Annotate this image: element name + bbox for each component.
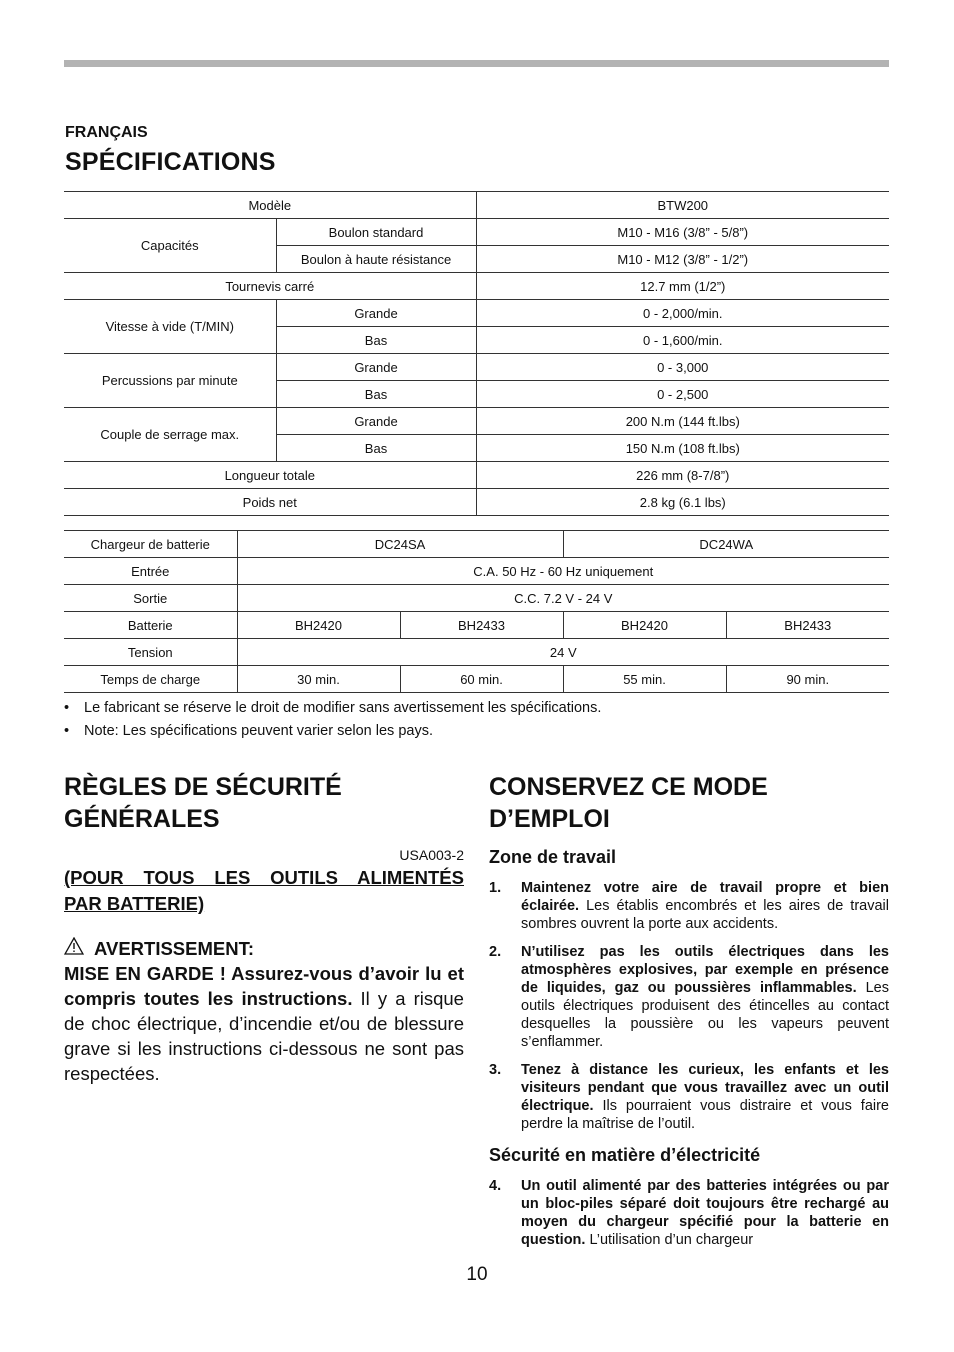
table-cell: 0 - 3,000 [476,354,889,381]
table-cell: Percussions par minute [64,354,276,408]
language-label: FRANÇAIS [65,124,148,141]
table-cell: Tournevis carré [64,273,476,300]
table-row [64,612,889,639]
table-row [64,585,889,612]
subsection-heading: Sécurité en matière d’électricité [489,1145,761,1165]
keep-instructions-column [489,771,889,1249]
table-cell: Grande [276,300,476,327]
table-row [64,300,889,327]
section-heading: D’EMPLOI [489,805,610,833]
warning-bold-text: MISE EN GARDE ! Assurez-vous d’avoir lu et compris toutes les instructions. [64,963,464,1009]
subsection-heading: Zone de travail [489,847,617,867]
table-cell: Tension [64,639,237,666]
list-item [489,943,889,1051]
table-cell: Grande [276,408,476,435]
item-number: 4. [489,1178,502,1194]
table-cell: BH2420 [563,612,726,639]
table-cell: 150 N.m (108 ft.lbs) [476,435,889,462]
battery-tools-subtitle: PAR BATTERIE) [64,893,205,914]
table-cell: Poids net [64,489,476,516]
item-bold-text: N’utilisez pas les outils électriques dans les atmosphères explosives, par exemple en présence de liquides, gaz ou poussières inflammables. [521,944,889,996]
reference-code: USA003-2 [399,847,464,863]
header-rule [64,60,889,67]
section-heading: CONSERVEZ CE MODE [489,773,768,801]
table-cell: Vitesse à vide (T/MIN) [64,300,276,354]
item-text: Les outils électriques produisent des étincelles au contact desquelles la poussière ou les vapeurs peuvent s’enflammer. [521,980,889,1050]
table-cell: Bas [276,381,476,408]
table-cell: C.C. 7.2 V - 24 V [237,585,889,612]
table-cell: Sortie [64,585,237,612]
table-cell: Longueur totale [64,462,476,489]
page-number: 10 [466,1264,488,1285]
table-cell: DC24SA [237,531,563,558]
table-cell: M10 - M16 (3/8” - 5/8”) [476,219,889,246]
item-bold-text: Maintenez votre aire de travail propre et bien éclairée. [521,880,889,914]
table-cell: BH2433 [400,612,563,639]
table-cell: Couple de serrage max. [64,408,276,462]
table-cell: Bas [276,327,476,354]
list-item [489,879,889,933]
item-text: L’utilisation d’un chargeur [585,1232,754,1248]
item-text: Ils pourraient vous distraire et vous faire perdre la maîtrise de l’outil. [521,1098,889,1132]
list-item [64,698,889,721]
bullet: • [64,700,70,716]
page-title: SPÉCIFICATIONS [65,148,276,176]
table-row [64,273,889,300]
table-cell: Chargeur de batterie [64,531,237,558]
table-cell: Grande [276,354,476,381]
table-cell: Boulon à haute résistance [276,246,476,273]
item-number: 2. [489,944,502,960]
item-number: 1. [489,880,502,896]
note-text: Note: Les spécifications peuvent varier selon les pays. [84,723,433,739]
table-cell: 55 min. [563,666,726,693]
table-cell: BTW200 [476,192,889,219]
table-cell: 60 min. [400,666,563,693]
table-cell: 0 - 1,600/min. [476,327,889,354]
table-cell: 2.8 kg (6.1 lbs) [476,489,889,516]
table-cell: Bas [276,435,476,462]
table-cell: 0 - 2,000/min. [476,300,889,327]
list-item [64,721,889,744]
table-row [64,219,889,246]
section-heading: RÈGLES DE SÉCURITÉ [64,773,342,801]
table-row [64,408,889,435]
charger-table [64,530,889,693]
table-cell: M10 - M12 (3/8” - 1/2”) [476,246,889,273]
bullet: • [64,723,70,739]
table-row [64,489,889,516]
table-cell: 30 min. [237,666,400,693]
safety-rules-column [64,771,464,1086]
table-row [64,531,889,558]
table-cell: Temps de charge [64,666,237,693]
table-cell: Boulon standard [276,219,476,246]
table-cell: Batterie [64,612,237,639]
table-cell: 90 min. [726,666,889,693]
battery-tools-subtitle: (POUR TOUS LES OUTILS ALIMENTÉS [64,867,464,888]
table-cell: BH2433 [726,612,889,639]
table-cell: Capacités [64,219,276,273]
table-cell: 226 mm (8-7/8”) [476,462,889,489]
table-row [64,354,889,381]
spec-notes [64,698,889,744]
table-cell: BH2420 [237,612,400,639]
warning-body [64,961,464,1086]
table-cell: Modèle [64,192,476,219]
table-cell: DC24WA [563,531,889,558]
table-row [64,192,889,219]
table-cell: 24 V [237,639,889,666]
item-bold-text: Un outil alimenté par des batteries intégrées ou par un bloc-piles séparé doit toujours être rechargé au moyen du chargeur spécifié pour la batterie en question. [521,1178,889,1248]
table-cell: 0 - 2,500 [476,381,889,408]
item-bold-text: Tenez à distance les curieux, les enfants et les visiteurs pendant que vous travaillez avec un outil électrique. [521,1062,889,1114]
specifications-table [64,191,889,516]
warning-heading [64,937,464,961]
list-item [489,1177,889,1249]
table-cell: Entrée [64,558,237,585]
table-cell: 200 N.m (144 ft.lbs) [476,408,889,435]
section-heading: GÉNÉRALES [64,805,220,833]
table-row [64,558,889,585]
item-text: Les établis encombrés et les aires de travail sombres ouvrent la porte aux accidents. [521,898,889,932]
table-cell: 12.7 mm (1/2”) [476,273,889,300]
table-row [64,666,889,693]
note-text: Le fabricant se réserve le droit de modifier sans avertissement les spécifications. [84,700,602,716]
warning-triangle-icon [64,937,84,961]
list-item [489,1061,889,1133]
item-number: 3. [489,1062,502,1078]
table-cell: C.A. 50 Hz - 60 Hz uniquement [237,558,889,585]
warning-label: AVERTISSEMENT: [94,938,255,959]
table-row [64,639,889,666]
warning-text: Il y a risque de choc électrique, d’incendie et/ou de blessure grave si les instructions ci-dessous ne sont pas respectées. [64,988,464,1084]
table-row [64,462,889,489]
